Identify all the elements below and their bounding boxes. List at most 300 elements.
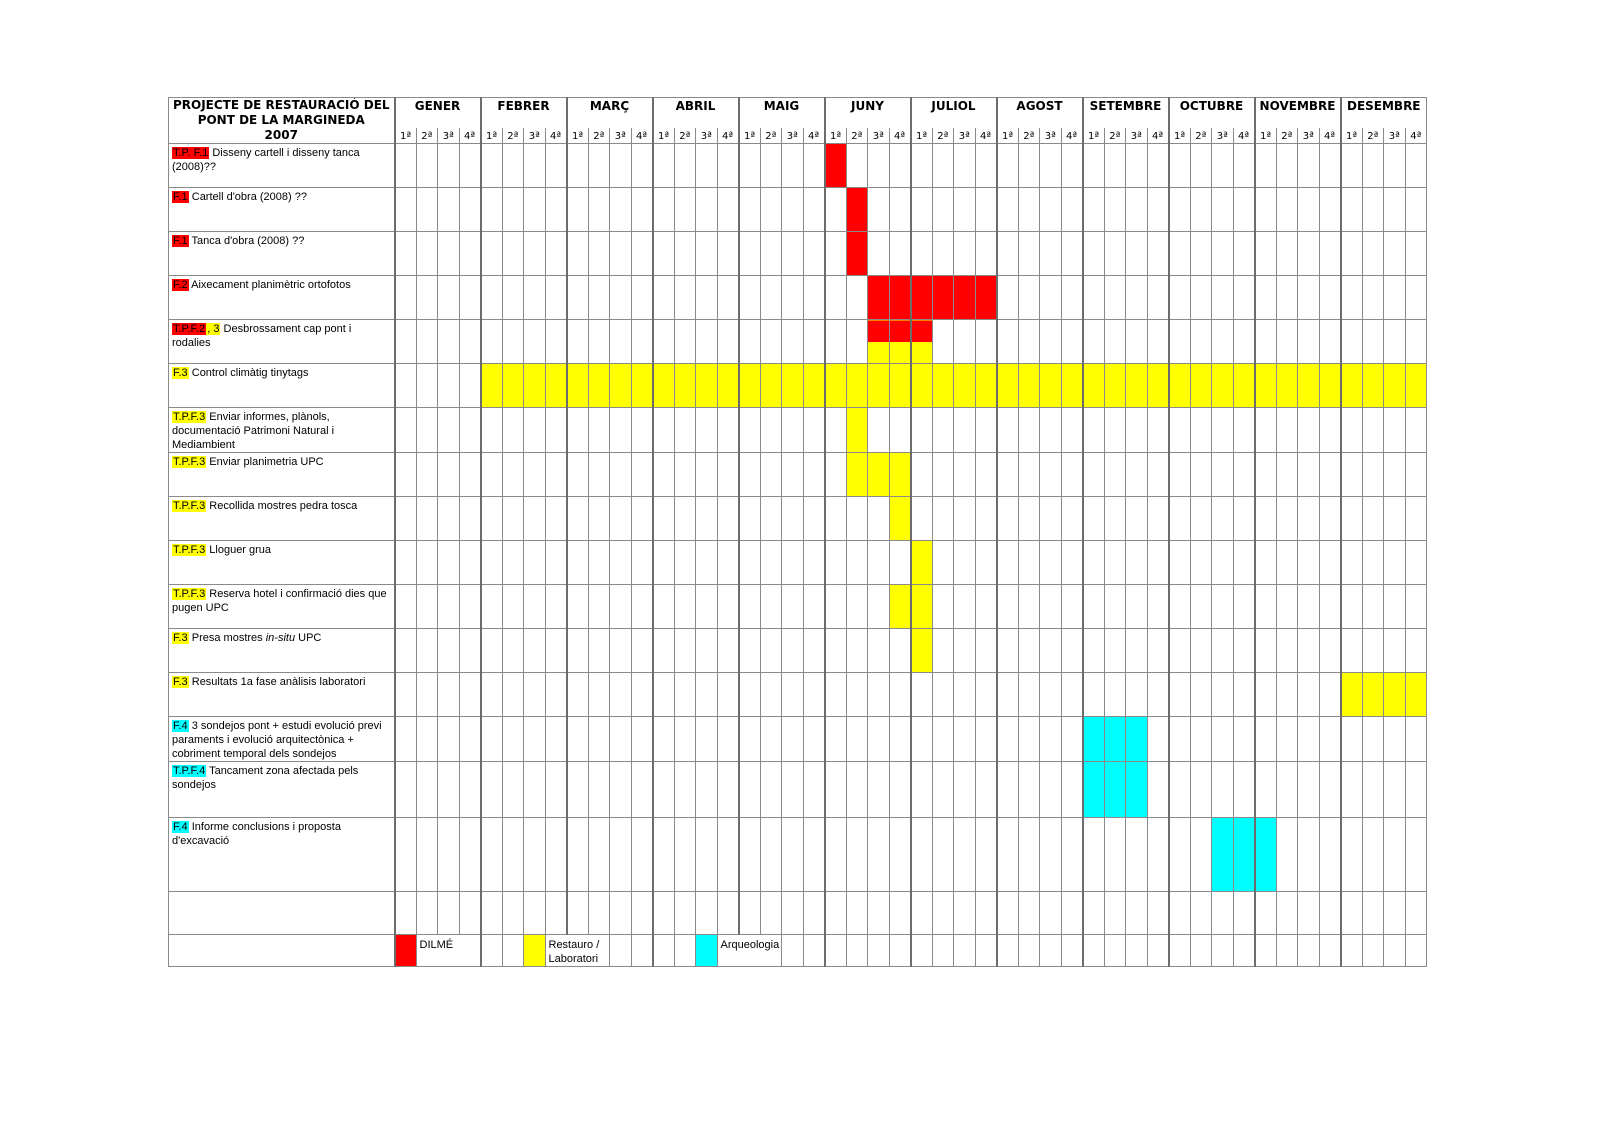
task-description: Control climàtig tinytags [188,367,309,379]
gantt-empty-cell [1255,762,1277,818]
gantt-empty-cell [481,320,503,364]
gantt-empty-cell [997,188,1019,232]
gantt-bar-cell [1083,717,1105,762]
gantt-bar-cell [911,541,933,585]
gantt-empty-cell [588,762,610,818]
gantt-empty-cell [1040,188,1062,232]
gantt-empty-cell [825,673,847,717]
gantt-empty-cell [395,818,417,892]
gantt-empty-cell [395,144,417,188]
gantt-empty-cell [1147,585,1169,629]
gantt-empty-cell [846,585,868,629]
gantt-bar-cell [911,364,933,408]
gantt-empty-cell [1104,144,1126,188]
gantt-empty-cell [610,541,632,585]
gantt-empty-cell [567,276,589,320]
gantt-empty-cell [717,188,739,232]
gantt-empty-cell [782,762,804,818]
gantt-empty-cell [696,497,718,541]
gantt-empty-cell [997,276,1019,320]
gantt-empty-cell [975,892,997,935]
gantt-empty-cell [395,188,417,232]
gantt-empty-cell [1319,673,1341,717]
gantt-empty-cell [1190,585,1212,629]
gantt-bar-cell [588,364,610,408]
week-label: 1ª [825,128,847,144]
gantt-empty-cell [803,673,825,717]
phase-tag: F.4 [173,821,188,833]
gantt-empty-cell [846,497,868,541]
gantt-empty-cell [438,408,460,453]
gantt-empty-cell [1341,144,1363,188]
gantt-empty-cell [1126,320,1148,364]
task-label [169,541,395,585]
gantt-empty-cell [1319,892,1341,935]
gantt-empty-cell [954,232,976,276]
week-label: 1ª [567,128,589,144]
week-label: 3ª [1298,128,1320,144]
gantt-bar-cell [1341,673,1363,717]
gantt-empty-cell [954,144,976,188]
gantt-empty-cell [1212,320,1234,364]
week-label: 4ª [1061,128,1083,144]
week-label: 2ª [1104,128,1126,144]
week-label: 2ª [760,128,782,144]
week-label: 3ª [782,128,804,144]
gantt-empty-cell [803,762,825,818]
gantt-empty-cell [803,541,825,585]
phase-tag: T.P.F.3 [173,544,206,556]
gantt-empty-cell [545,717,567,762]
gantt-empty-cell [1405,320,1427,364]
task-description: Cartell d'obra (2008) ?? [188,191,307,203]
gantt-empty-cell [846,276,868,320]
gantt-empty-cell [1147,408,1169,453]
gantt-empty-cell [395,232,417,276]
gantt-empty-cell [1255,935,1277,967]
gantt-empty-cell [932,541,954,585]
gantt-empty-cell [1083,497,1105,541]
month-header-abril: ABRIL [653,98,739,128]
task-row [169,497,1427,541]
gantt-empty-cell [545,276,567,320]
gantt-empty-cell [524,717,546,762]
project-title-line: PONT DE LA MARGINEDA [197,113,365,127]
gantt-empty-cell [975,408,997,453]
gantt-empty-cell [1104,818,1126,892]
gantt-empty-cell [674,892,696,935]
gantt-empty-cell [1384,276,1406,320]
gantt-empty-cell [997,892,1019,935]
week-label: 3ª [1126,128,1148,144]
gantt-bar-cell [1169,364,1191,408]
gantt-empty-cell [674,188,696,232]
gantt-empty-cell [1276,232,1298,276]
gantt-empty-cell [1018,935,1040,967]
gantt-empty-cell [975,673,997,717]
gantt-empty-cell [674,276,696,320]
gantt-bar-cell [1018,364,1040,408]
gantt-empty-cell [631,629,653,673]
gantt-empty-cell [1405,188,1427,232]
gantt-empty-cell [416,629,438,673]
gantt-empty-cell [674,935,696,967]
gantt-bar-cell [911,629,933,673]
gantt-empty-cell [911,188,933,232]
gantt-empty-cell [803,144,825,188]
phase-tag: F.3 [173,367,188,379]
gantt-empty-cell [1190,408,1212,453]
gantt-empty-cell [760,276,782,320]
gantt-empty-cell [1169,762,1191,818]
gantt-empty-cell [653,762,675,818]
gantt-empty-cell [975,935,997,967]
gantt-empty-cell [1362,188,1384,232]
gantt-empty-cell [932,892,954,935]
gantt-empty-cell [1126,629,1148,673]
gantt-empty-cell [1362,629,1384,673]
gantt-empty-cell [610,585,632,629]
gantt-empty-cell [395,364,417,408]
gantt-bar-cell [1126,762,1148,818]
gantt-empty-cell [610,453,632,497]
gantt-empty-cell [459,453,481,497]
legend-row [169,935,1427,967]
gantt-empty-cell [1276,144,1298,188]
gantt-empty-cell [1126,144,1148,188]
gantt-empty-cell [1018,673,1040,717]
gantt-empty-cell [502,585,524,629]
task-row [169,453,1427,497]
gantt-empty-cell [1169,188,1191,232]
gantt-empty-cell [1126,276,1148,320]
gantt-empty-cell [717,276,739,320]
gantt-empty-cell [1276,541,1298,585]
gantt-empty-cell [997,497,1019,541]
gantt-empty-cell [631,453,653,497]
task-row [169,276,1427,320]
gantt-empty-cell [631,673,653,717]
gantt-empty-cell [588,453,610,497]
gantt-empty-cell [1104,320,1126,364]
gantt-bar-cell [1083,762,1105,818]
gantt-empty-cell [1384,453,1406,497]
gantt-bar-cell [911,585,933,629]
gantt-empty-cell [997,673,1019,717]
gantt-empty-cell [674,232,696,276]
legend-label: DILMÉ [416,935,481,967]
gantt-empty-cell [631,232,653,276]
gantt-empty-cell [1190,453,1212,497]
gantt-empty-cell [717,818,739,892]
gantt-empty-cell [954,453,976,497]
gantt-empty-cell [481,144,503,188]
task-description: Presa mostres [188,632,266,644]
gantt-bar-cell [846,408,868,453]
gantt-empty-cell [739,276,761,320]
week-label: 1ª [653,128,675,144]
gantt-empty-cell [567,629,589,673]
gantt-empty-cell [653,541,675,585]
gantt-empty-cell [524,144,546,188]
gantt-empty-cell [1018,144,1040,188]
gantt-empty-cell [653,188,675,232]
gantt-empty-cell [717,144,739,188]
week-label: 3ª [868,128,890,144]
gantt-empty-cell [524,585,546,629]
gantt-empty-cell [1405,935,1427,967]
gantt-empty-cell [782,276,804,320]
gantt-empty-cell [1061,762,1083,818]
gantt-empty-cell [1126,818,1148,892]
gantt-empty-cell [1384,320,1406,364]
gantt-empty-cell [1319,144,1341,188]
gantt-empty-cell [1276,408,1298,453]
gantt-empty-cell [889,818,911,892]
gantt-empty-cell [1083,408,1105,453]
gantt-empty-cell [438,364,460,408]
gantt-empty-cell [1233,497,1255,541]
gantt-empty-cell [416,673,438,717]
gantt-empty-cell [1061,232,1083,276]
gantt-empty-cell [911,762,933,818]
gantt-empty-cell [395,541,417,585]
gantt-empty-cell [1212,629,1234,673]
phase-tag: T.P.F.3 [173,588,206,600]
gantt-empty-cell [911,892,933,935]
week-label: 2ª [1362,128,1384,144]
gantt-empty-cell [1126,585,1148,629]
gantt-empty-cell [997,453,1019,497]
phase-tag: F.1 [173,191,188,203]
gantt-empty-cell [588,629,610,673]
gantt-bar-cell [911,276,933,320]
gantt-empty-cell [502,232,524,276]
gantt-empty-cell [825,585,847,629]
gantt-empty-cell [760,717,782,762]
gantt-empty-cell [846,144,868,188]
gantt-empty-cell [438,818,460,892]
gantt-empty-cell [1040,935,1062,967]
gantt-empty-cell [1083,144,1105,188]
gantt-empty-cell [524,453,546,497]
gantt-empty-cell [1319,408,1341,453]
gantt-bar-cell [1212,364,1234,408]
gantt-empty-cell [674,762,696,818]
gantt-empty-cell [846,629,868,673]
gantt-bar-cell [846,364,868,408]
gantt-empty-cell [1147,276,1169,320]
gantt-empty-cell [481,232,503,276]
gantt-empty-cell [1298,188,1320,232]
gantt-empty-cell [1061,629,1083,673]
gantt-empty-cell [1040,818,1062,892]
gantt-empty-cell [1276,585,1298,629]
legend-swatch-cyan [696,935,718,967]
gantt-empty-cell [1255,408,1277,453]
gantt-empty-cell [459,717,481,762]
gantt-empty-cell [696,408,718,453]
gantt-empty-cell [954,408,976,453]
gantt-empty-cell [1233,453,1255,497]
gantt-empty-cell [588,892,610,935]
gantt-bar-cell [1040,364,1062,408]
gantt-empty-cell [524,408,546,453]
task-description: Aixecament planimètric ortofotos [188,279,351,291]
gantt-empty-cell [975,497,997,541]
gantt-empty-cell [1212,673,1234,717]
gantt-empty-cell [868,541,890,585]
gantt-empty-cell [803,453,825,497]
gantt-empty-cell [1233,762,1255,818]
task-row [169,892,1427,935]
gantt-empty-cell [1147,453,1169,497]
gantt-empty-cell [567,453,589,497]
gantt-empty-cell [1384,935,1406,967]
month-header-gener: GENER [395,98,481,128]
gantt-empty-cell [1319,188,1341,232]
gantt-empty-cell [1040,629,1062,673]
gantt-empty-cell [610,935,632,967]
gantt-empty-cell [631,320,653,364]
gantt-empty-cell [1276,320,1298,364]
gantt-empty-cell [1384,762,1406,818]
gantt-bar-cell [975,276,997,320]
week-label: 4ª [889,128,911,144]
week-label: 4ª [803,128,825,144]
gantt-empty-cell [932,408,954,453]
gantt-empty-cell [782,188,804,232]
phase-tag: F.2 [173,279,188,291]
week-label: 1ª [481,128,503,144]
gantt-empty-cell [739,320,761,364]
gantt-empty-cell [803,320,825,364]
gantt-empty-cell [524,232,546,276]
project-title-line: 2007 [264,128,298,142]
week-label: 2ª [1276,128,1298,144]
gantt-empty-cell [932,232,954,276]
gantt-empty-cell [1362,144,1384,188]
gantt-empty-cell [545,762,567,818]
gantt-empty-cell [825,717,847,762]
gantt-empty-cell [1405,453,1427,497]
gantt-bar-cell [1255,364,1277,408]
gantt-empty-cell [545,144,567,188]
gantt-empty-cell [1405,144,1427,188]
task-description: Reserva hotel i confirmació dies que pugen UPC [172,588,387,614]
gantt-empty-cell [459,232,481,276]
gantt-empty-cell [1405,541,1427,585]
gantt-empty-cell [1276,673,1298,717]
gantt-bar-cell [760,364,782,408]
gantt-empty-cell [911,144,933,188]
gantt-bar-cell [696,364,718,408]
gantt-empty-cell [502,762,524,818]
gantt-bar-cell [502,364,524,408]
gantt-empty-cell [717,232,739,276]
gantt-empty-cell [1255,541,1277,585]
task-row [169,144,1427,188]
gantt-bar-cell [1126,364,1148,408]
gantt-empty-cell [1169,144,1191,188]
gantt-empty-cell [459,408,481,453]
gantt-empty-cell [1061,673,1083,717]
gantt-empty-cell [1276,497,1298,541]
gantt-empty-cell [438,276,460,320]
gantt-empty-cell [1341,276,1363,320]
phase-tag: F.1 [173,235,188,247]
gantt-bar-cell [889,585,911,629]
gantt-empty-cell [610,497,632,541]
gantt-empty-cell [1341,818,1363,892]
gantt-empty-cell [1083,585,1105,629]
gantt-empty-cell [1341,541,1363,585]
gantt-empty-cell [1018,453,1040,497]
gantt-bar-cell [889,497,911,541]
gantt-empty-cell [760,453,782,497]
gantt-empty-cell [1233,935,1255,967]
week-label: 1ª [1255,128,1277,144]
week-label: 3ª [1384,128,1406,144]
gantt-empty-cell [416,892,438,935]
gantt-empty-cell [459,673,481,717]
gantt-empty-cell [825,276,847,320]
gantt-empty-cell [717,892,739,935]
gantt-empty-cell [1169,497,1191,541]
gantt-empty-cell [889,629,911,673]
gantt-empty-cell [1341,232,1363,276]
gantt-empty-cell [739,232,761,276]
gantt-empty-cell [1212,717,1234,762]
gantt-empty-cell [1384,188,1406,232]
gantt-empty-cell [696,453,718,497]
gantt-empty-cell [1384,497,1406,541]
gantt-empty-cell [739,541,761,585]
gantt-empty-cell [395,276,417,320]
gantt-empty-cell [803,408,825,453]
gantt-empty-cell [1255,320,1277,364]
task-label [169,364,395,408]
gantt-empty-cell [416,541,438,585]
gantt-empty-cell [1341,453,1363,497]
gantt-empty-cell [1255,232,1277,276]
month-header-octubre: OCTUBRE [1169,98,1255,128]
gantt-empty-cell [1104,673,1126,717]
gantt-empty-cell [481,762,503,818]
gantt-empty-cell [997,408,1019,453]
gantt-empty-cell [438,892,460,935]
gantt-empty-cell [1040,276,1062,320]
gantt-bar-cell [631,364,653,408]
gantt-empty-cell [481,892,503,935]
gantt-empty-cell [674,717,696,762]
gantt-empty-cell [459,276,481,320]
gantt-empty-cell [846,818,868,892]
gantt-empty-cell [524,673,546,717]
legend-swatch-yellow [524,935,546,967]
gantt-empty-cell [739,762,761,818]
gantt-empty-cell [545,320,567,364]
task-description-suffix: UPC [295,632,322,644]
gantt-empty-cell [1126,232,1148,276]
gantt-empty-cell [1255,188,1277,232]
gantt-empty-cell [825,408,847,453]
gantt-empty-cell [760,673,782,717]
gantt-empty-cell [631,585,653,629]
task-row [169,232,1427,276]
gantt-empty-cell [1298,892,1320,935]
gantt-empty-cell [395,892,417,935]
